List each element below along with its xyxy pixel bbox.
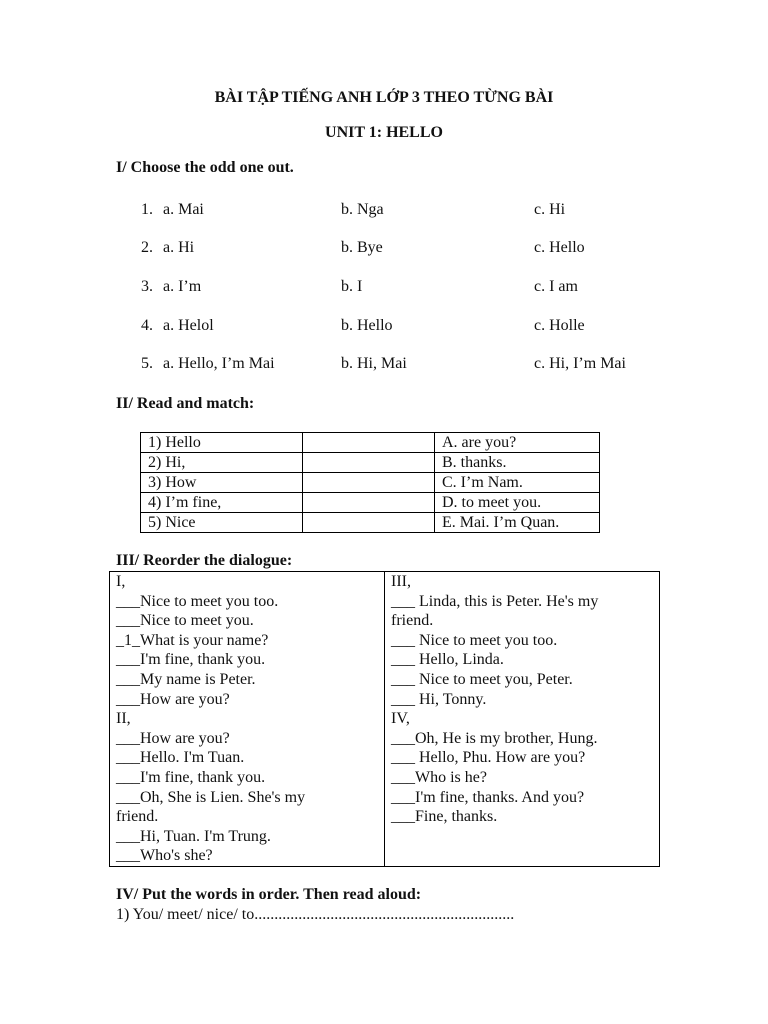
dialogue-line: ___How are you?	[116, 729, 230, 747]
dialogue-line: ___Hello. I'm Tuan.	[116, 749, 245, 767]
section3-heading: III/ Reorder the dialogue:	[116, 552, 293, 569]
match-left-cell: 2) Hi,	[141, 453, 303, 473]
match-blank-cell[interactable]	[303, 493, 435, 513]
option-a: a. I’m	[163, 278, 202, 295]
match-left-cell: 1) Hello	[141, 433, 303, 453]
option-a: a. Hello, I’m Mai	[163, 355, 275, 372]
dialogue-line: ___Oh, She is Lien. She's my friend.	[116, 788, 306, 826]
match-table	[140, 432, 600, 533]
match-right-cell: B. thanks.	[435, 453, 600, 473]
dialogue-line: ___Who is he?	[391, 768, 487, 786]
match-right-cell: E. Mai. I’m Quan.	[435, 513, 600, 533]
section1-heading: I/ Choose the odd one out.	[116, 159, 294, 176]
section4-heading: IV/ Put the words in order. Then read aloud:	[116, 886, 422, 903]
dialogue-line: III,	[391, 573, 411, 590]
table-row	[141, 453, 600, 473]
option-c: c. Holle	[534, 317, 585, 334]
option-b: b. Hello	[341, 317, 393, 334]
unit-title: UNIT 1: HELLO	[325, 124, 443, 141]
dialogue-line: ___I'm fine, thank you.	[116, 768, 266, 786]
match-blank-cell[interactable]	[303, 433, 435, 453]
option-b: b. Hi, Mai	[341, 355, 407, 372]
dialogue-line: ___ Linda, this is Peter. He's my friend.	[391, 592, 599, 630]
item-number: 5.	[141, 355, 153, 372]
page-title: BÀI TẬP TIẾNG ANH LỚP 3 THEO TỪNG BÀI	[214, 89, 554, 106]
dialogue-right-column	[385, 572, 660, 867]
option-c: c. Hello	[534, 239, 585, 256]
section2-heading: II/ Read and match:	[116, 395, 255, 412]
match-blank-cell[interactable]	[303, 473, 435, 493]
dialogue-line: ___Nice to meet you too.	[116, 592, 279, 610]
option-c: c. Hi	[534, 201, 566, 218]
dialogue-line: ___ Nice to meet you too.	[391, 631, 558, 649]
option-b: b. Nga	[341, 201, 384, 218]
match-blank-cell[interactable]	[303, 513, 435, 533]
table-row	[141, 513, 600, 533]
dialogue-line: ___I'm fine, thank you.	[116, 651, 266, 669]
match-right-cell: C. I’m Nam.	[435, 473, 600, 493]
dialogue-line: ___Fine, thanks.	[391, 808, 498, 826]
dialogue-line: ___ Hello, Phu. How are you?	[391, 749, 586, 767]
dialogue-line: I,	[116, 573, 126, 590]
dialogue-line: ___ Hi, Tonny.	[391, 690, 487, 708]
dialogue-table	[109, 571, 660, 867]
table-row	[110, 572, 660, 867]
dialogue-line: ___How are you?	[116, 690, 230, 708]
item-number: 2.	[141, 239, 153, 256]
option-c: c. I am	[534, 278, 578, 295]
dialogue-left-column	[110, 572, 385, 867]
option-a: a. Mai	[163, 201, 204, 218]
item-number: 3.	[141, 278, 153, 295]
dialogue-line: ___Nice to meet you.	[116, 612, 254, 630]
item-number: 4.	[141, 317, 153, 334]
option-c: c. Hi, I’m Mai	[534, 355, 626, 372]
dialogue-line: ___ Nice to meet you, Peter.	[391, 670, 573, 688]
match-blank-cell[interactable]	[303, 453, 435, 473]
match-left-cell: 3) How	[141, 473, 303, 493]
dialogue-line: ___Oh, He is my brother, Hung.	[391, 729, 598, 747]
match-left-cell: 5) Nice	[141, 513, 303, 533]
dialogue-line: II,	[116, 710, 131, 728]
dialogue-line: ___ Hello, Linda.	[391, 651, 504, 669]
dialogue-line: ___I'm fine, thanks. And you?	[391, 788, 585, 806]
dialogue-line: ___Hi, Tuan. I'm Trung.	[116, 827, 271, 845]
table-row	[141, 493, 600, 513]
match-right-cell: A. are you?	[435, 433, 600, 453]
match-right-cell: D. to meet you.	[435, 493, 600, 513]
word-order-item: 1) You/ meet/ nice/ to.................................................................	[116, 906, 515, 923]
item-number: 1.	[141, 201, 153, 218]
option-b: b. Bye	[341, 239, 383, 256]
dialogue-line: _1_What is your name?	[116, 631, 269, 649]
option-b: b. I	[341, 278, 363, 295]
option-a: a. Helol	[163, 317, 214, 334]
dialogue-line: IV,	[391, 710, 410, 728]
match-left-cell: 4) I’m fine,	[141, 493, 303, 513]
dialogue-line: ___My name is Peter.	[116, 670, 256, 688]
table-row	[141, 433, 600, 453]
option-a: a. Hi	[163, 239, 195, 256]
table-row	[141, 473, 600, 493]
dialogue-line: ___Who's she?	[116, 847, 213, 865]
